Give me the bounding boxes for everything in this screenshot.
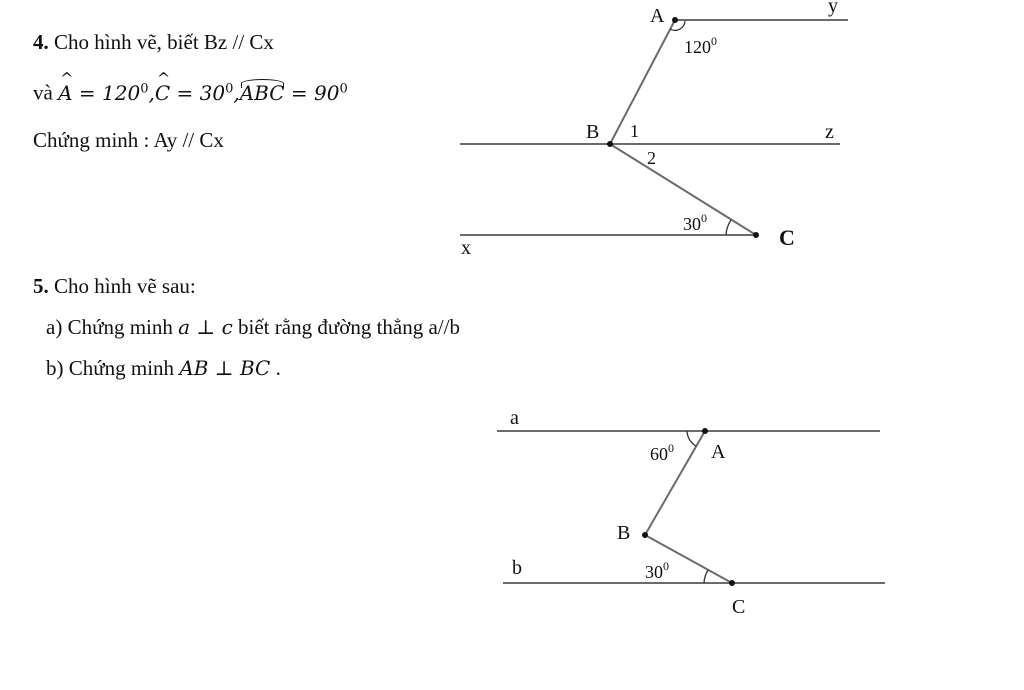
figure-problem4 bbox=[460, 20, 848, 235]
label-a: A bbox=[650, 5, 665, 27]
label-b: B bbox=[586, 121, 600, 143]
problem4-number: 4. bbox=[33, 30, 49, 54]
point-b bbox=[607, 141, 613, 147]
figure-problem4-labels bbox=[461, 0, 838, 259]
point-c bbox=[753, 232, 759, 238]
figure-problem5-labels bbox=[510, 407, 745, 618]
angle-arc-a bbox=[687, 431, 696, 446]
label-1: 1 bbox=[630, 121, 639, 141]
problem5-part-a-math: a ⊥ c bbox=[178, 315, 233, 339]
label-c-point: C bbox=[732, 596, 746, 618]
label-b-line: b bbox=[512, 557, 522, 579]
angle-arc-c bbox=[704, 570, 708, 583]
angle-arc-c bbox=[726, 220, 731, 235]
problem4-statement: Cho hình vẽ, biết Bz // Cx bbox=[54, 30, 274, 54]
problem4-given-prefix: và bbox=[33, 80, 53, 105]
point-b bbox=[642, 532, 648, 538]
label-c: C bbox=[779, 225, 795, 250]
angle-c-label: $30^0$ bbox=[683, 211, 707, 234]
label-y: y bbox=[828, 0, 838, 17]
problem5-part-b-math: AB ⊥ BC bbox=[179, 356, 271, 380]
problem4-angle-a: ^ $A = 120^0,\^{}$ $C = 30^0,ABC = 90^0$ bbox=[58, 81, 348, 105]
label-z: z bbox=[825, 121, 834, 143]
label-a-point: A bbox=[711, 441, 726, 463]
figure-problem5 bbox=[497, 431, 885, 583]
problem5-part-b: b) Chứng minh AB ⊥ BC . bbox=[46, 356, 281, 380]
point-a bbox=[702, 428, 708, 434]
segment-ab bbox=[610, 20, 675, 144]
label-2: 2 bbox=[647, 148, 656, 168]
problem4-prove-line: Chứng minh : Ay // Cx bbox=[33, 128, 224, 152]
angle-c-label: $30^0$ bbox=[645, 559, 669, 582]
label-b-point: B bbox=[617, 522, 631, 544]
problem5-number: 5. bbox=[33, 274, 49, 298]
label-a-line: a bbox=[510, 407, 519, 429]
problem5-part-a: a) Chứng minh a ⊥ c biết rằng đường thẳng a//b bbox=[46, 315, 460, 339]
problem5-statement: Cho hình vẽ sau: bbox=[54, 274, 196, 298]
point-a bbox=[672, 17, 678, 23]
label-x: x bbox=[461, 237, 471, 259]
point-c bbox=[729, 580, 735, 586]
angle-a-label: $120^0$ bbox=[684, 34, 717, 57]
angle-a-label: $60^0$ bbox=[650, 441, 674, 464]
